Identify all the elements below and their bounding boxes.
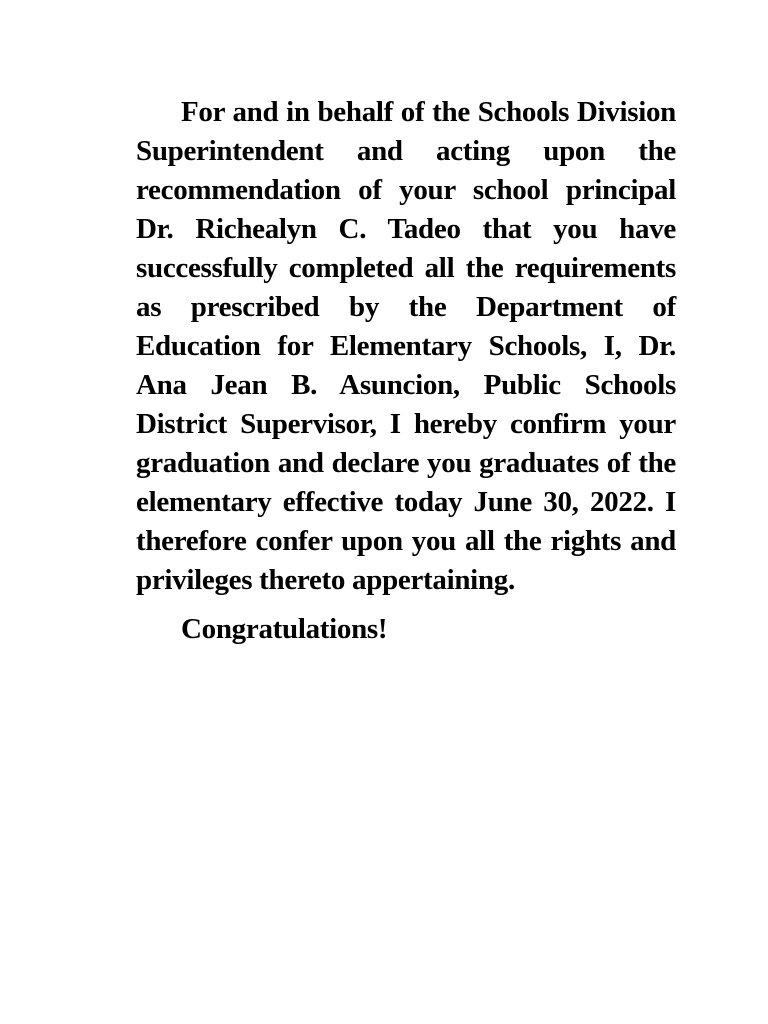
confirmation-paragraph: For and in behalf of the Schools Division Superintendent and acting upon the recommendation of your school principal Dr. Richealyn C. Tadeo that you have successfully completed all the requirements as prescribed by the Department of Education for Elementary Schools, I, Dr. Ana Jean B. Asuncion, Public Schools District Supervisor, I hereby confirm your graduation and declare you graduates of the elementary effective today June 30, 2022. I therefore confer upon you all the rights and privileges thereto appertaining.: [136, 96, 676, 596]
closing-line: Congratulations!: [181, 613, 388, 645]
document-body: [136, 93, 676, 649]
